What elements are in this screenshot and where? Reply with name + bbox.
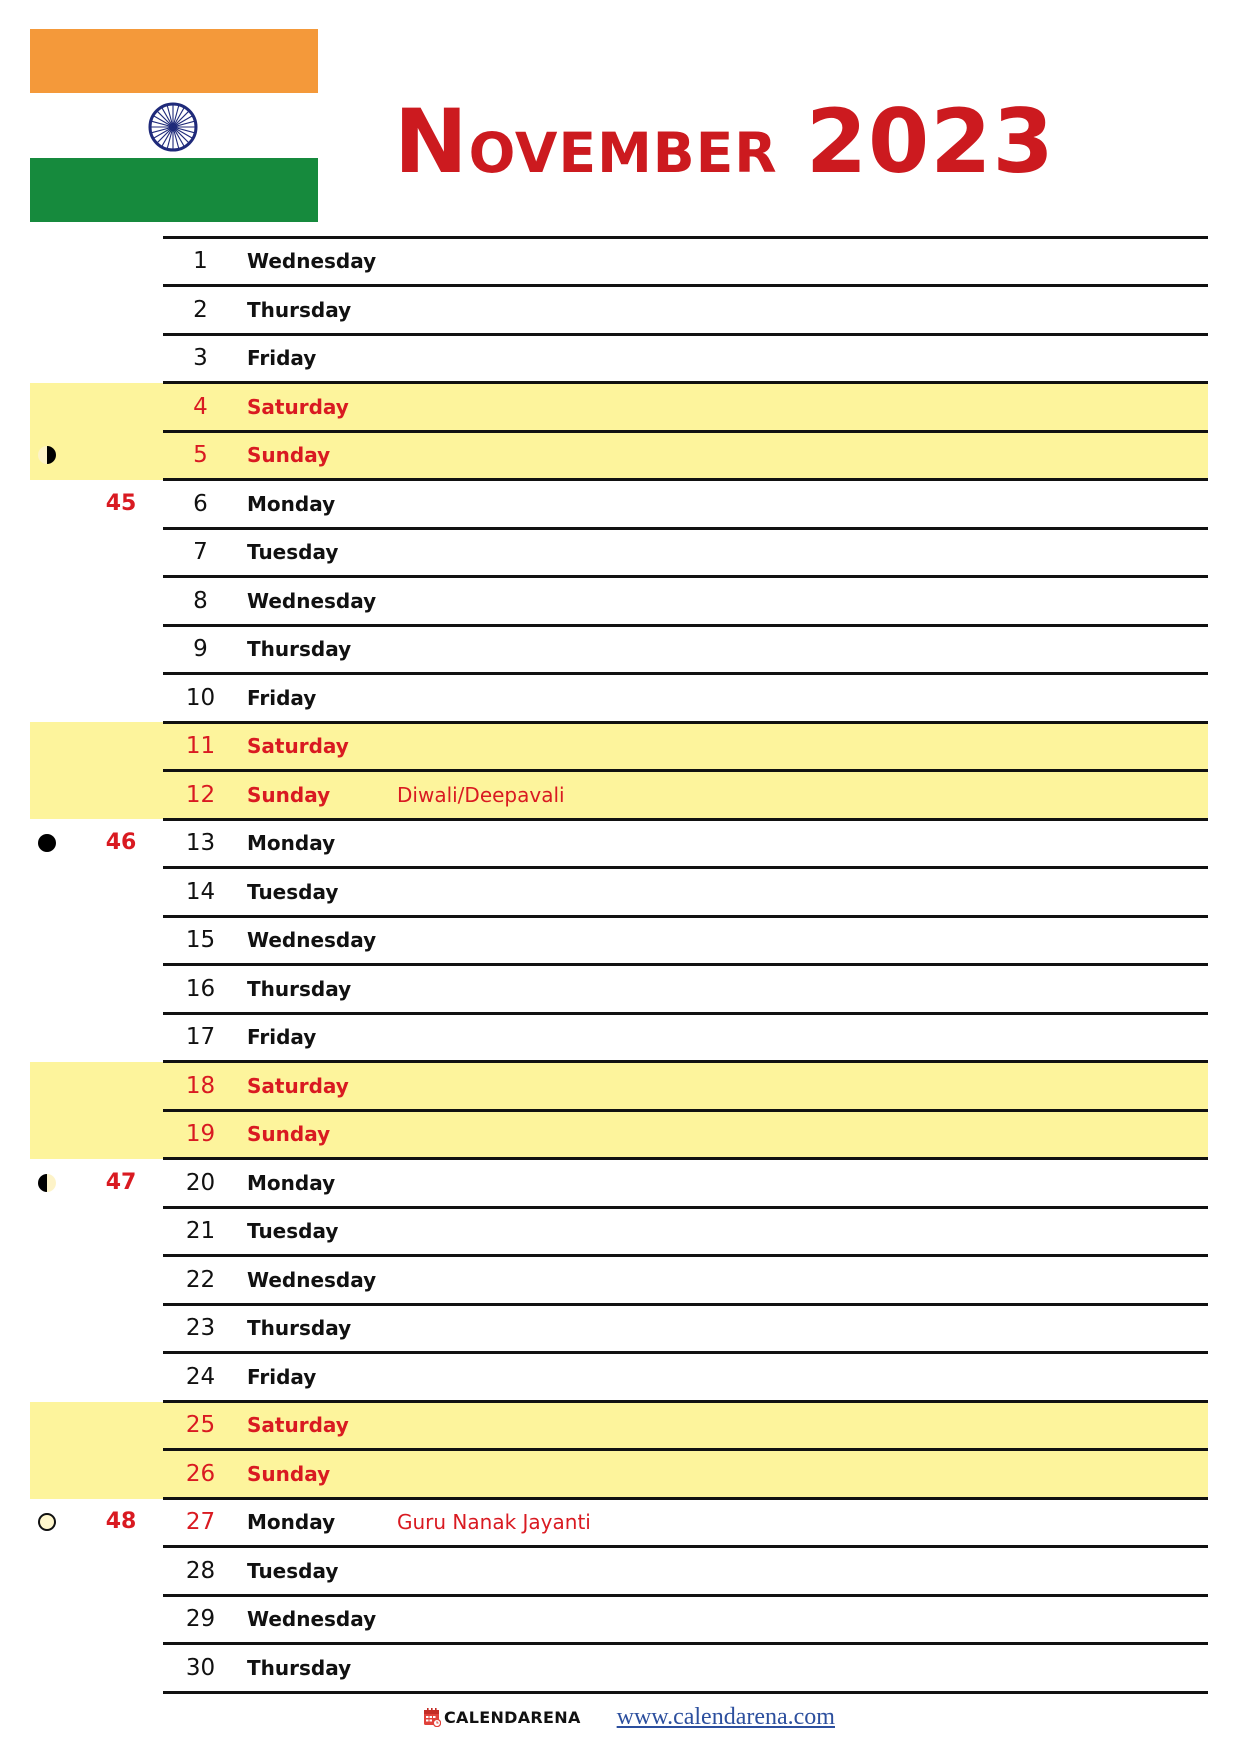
day-name: Sunday	[247, 1461, 331, 1486]
day-number: 28	[185, 1557, 216, 1584]
day-name: Monday	[247, 1170, 336, 1195]
day-number: 17	[185, 1024, 216, 1051]
day-name: Saturday	[247, 1073, 349, 1098]
day-number: 5	[193, 442, 208, 469]
day-name: Wednesday	[247, 588, 377, 613]
day-number: 30	[185, 1654, 216, 1681]
day-name: Monday	[247, 831, 336, 856]
day-row	[163, 1353, 1208, 1402]
week-number: 45	[105, 490, 137, 516]
day-row	[163, 1159, 1208, 1208]
day-row	[163, 1547, 1208, 1596]
week-number: 48	[105, 1509, 137, 1535]
holiday-label: Diwali/Deepavali	[397, 782, 565, 807]
day-number: 18	[185, 1072, 216, 1099]
day-name: Monday	[247, 1510, 336, 1535]
day-name: Friday	[247, 346, 317, 371]
holiday-label: Guru Nanak Jayanti	[397, 1510, 591, 1535]
side-row	[0, 431, 163, 480]
day-row	[163, 334, 1208, 383]
day-number: 19	[185, 1121, 216, 1148]
day-row	[163, 1304, 1208, 1353]
side-row	[0, 383, 163, 432]
side-row	[0, 1595, 163, 1644]
side-row	[0, 1062, 163, 1111]
week-number: 46	[105, 830, 137, 856]
side-row	[0, 1644, 163, 1693]
day-name: Wednesday	[247, 1607, 377, 1632]
side-row	[0, 577, 163, 626]
day-row	[163, 1013, 1208, 1062]
day-row	[163, 528, 1208, 577]
day-name: Tuesday	[247, 1219, 339, 1244]
day-number: 25	[185, 1412, 216, 1439]
day-name: Sunday	[247, 782, 331, 807]
day-number: 9	[193, 636, 208, 663]
side-row	[0, 722, 163, 771]
flag-green-band	[30, 158, 318, 222]
india-flag	[30, 29, 318, 222]
day-number: 21	[185, 1218, 216, 1245]
day-name: Thursday	[247, 976, 352, 1001]
side-row	[0, 237, 163, 286]
day-row	[163, 771, 1208, 820]
title-initial: N	[394, 90, 469, 193]
moon-last-quarter-icon	[38, 446, 56, 464]
day-name: Wednesday	[247, 928, 377, 953]
day-number: 12	[185, 781, 216, 808]
day-name: Tuesday	[247, 1558, 339, 1583]
flag-saffron-band	[30, 29, 318, 93]
moon-full-icon	[38, 1513, 56, 1531]
day-name: Friday	[247, 1364, 317, 1389]
day-number: 14	[185, 878, 216, 905]
day-number: 26	[185, 1460, 216, 1487]
side-row	[0, 1207, 163, 1256]
day-number: 10	[185, 684, 216, 711]
day-number: 2	[193, 296, 208, 323]
day-row	[163, 1110, 1208, 1159]
side-row	[0, 965, 163, 1014]
day-row	[163, 286, 1208, 335]
side-row	[0, 1353, 163, 1402]
day-list	[163, 237, 1208, 1692]
day-name: Thursday	[247, 1655, 352, 1680]
day-number: 20	[185, 1169, 216, 1196]
footer-brand: CALENDARENA	[444, 1707, 581, 1727]
day-row	[163, 674, 1208, 723]
day-name: Wednesday	[247, 249, 377, 273]
day-name: Tuesday	[247, 540, 339, 565]
day-number: 8	[193, 587, 208, 614]
side-row	[0, 1256, 163, 1305]
day-number: 13	[185, 830, 216, 857]
title-year: 2023	[805, 90, 1055, 193]
day-row	[163, 722, 1208, 771]
title-month-rest: ovember	[468, 101, 778, 191]
day-number: 11	[185, 733, 216, 760]
footer	[423, 1703, 835, 1731]
week-moon-column	[0, 237, 163, 1692]
day-row	[163, 1401, 1208, 1450]
day-row	[163, 1498, 1208, 1547]
day-row	[163, 1644, 1208, 1693]
side-row	[0, 868, 163, 917]
day-row	[163, 480, 1208, 529]
day-name: Thursday	[247, 297, 352, 322]
day-name: Saturday	[247, 1413, 349, 1438]
day-name: Wednesday	[247, 1267, 377, 1292]
side-row	[0, 916, 163, 965]
day-row	[163, 819, 1208, 868]
side-row	[0, 1304, 163, 1353]
day-number: 3	[193, 345, 208, 372]
day-name: Tuesday	[247, 879, 339, 904]
side-row	[0, 674, 163, 723]
side-row	[0, 528, 163, 577]
side-row	[0, 480, 163, 529]
ashoka-chakra-icon	[148, 102, 198, 152]
day-row	[163, 383, 1208, 432]
side-row	[0, 1401, 163, 1450]
day-number: 23	[185, 1315, 216, 1342]
side-row	[0, 1159, 163, 1208]
moon-new-icon	[38, 834, 56, 852]
day-row	[163, 1595, 1208, 1644]
day-name: Thursday	[247, 637, 352, 662]
day-name: Saturday	[247, 734, 349, 759]
day-row	[163, 916, 1208, 965]
day-row	[163, 431, 1208, 480]
day-number: 16	[185, 975, 216, 1002]
page-title	[394, 92, 1055, 192]
day-name: Sunday	[247, 1122, 331, 1147]
day-number: 15	[185, 927, 216, 954]
week-number: 47	[105, 1169, 137, 1195]
side-row	[0, 1547, 163, 1596]
footer-url-link[interactable]: www.calendarena.com	[616, 1703, 835, 1730]
side-row	[0, 1498, 163, 1547]
day-row	[163, 1207, 1208, 1256]
side-row	[0, 286, 163, 335]
day-name: Saturday	[247, 394, 349, 419]
side-row	[0, 1013, 163, 1062]
side-row	[0, 1110, 163, 1159]
day-name: Friday	[247, 1025, 317, 1050]
row-rule	[163, 1691, 1208, 1694]
day-number: 1	[193, 248, 208, 274]
side-row	[0, 625, 163, 674]
moon-first-quarter-icon	[38, 1174, 56, 1192]
day-number: 22	[185, 1266, 216, 1293]
day-row	[163, 965, 1208, 1014]
day-row	[163, 1062, 1208, 1111]
day-number: 6	[193, 490, 208, 517]
day-number: 29	[185, 1606, 216, 1633]
day-name: Thursday	[247, 1316, 352, 1341]
side-row	[0, 334, 163, 383]
day-name: Monday	[247, 491, 336, 516]
day-row	[163, 577, 1208, 626]
day-row	[163, 1256, 1208, 1305]
calendar-clock-icon	[423, 1707, 441, 1727]
day-number: 7	[193, 539, 208, 566]
day-row	[163, 237, 1208, 286]
day-number: 27	[185, 1509, 216, 1536]
side-row	[0, 1450, 163, 1499]
day-name: Sunday	[247, 443, 331, 468]
day-number: 4	[193, 393, 208, 420]
day-name: Friday	[247, 685, 317, 710]
day-number: 24	[185, 1363, 216, 1390]
side-row	[0, 819, 163, 868]
day-row	[163, 868, 1208, 917]
side-row	[0, 771, 163, 820]
day-row	[163, 625, 1208, 674]
day-row	[163, 1450, 1208, 1499]
